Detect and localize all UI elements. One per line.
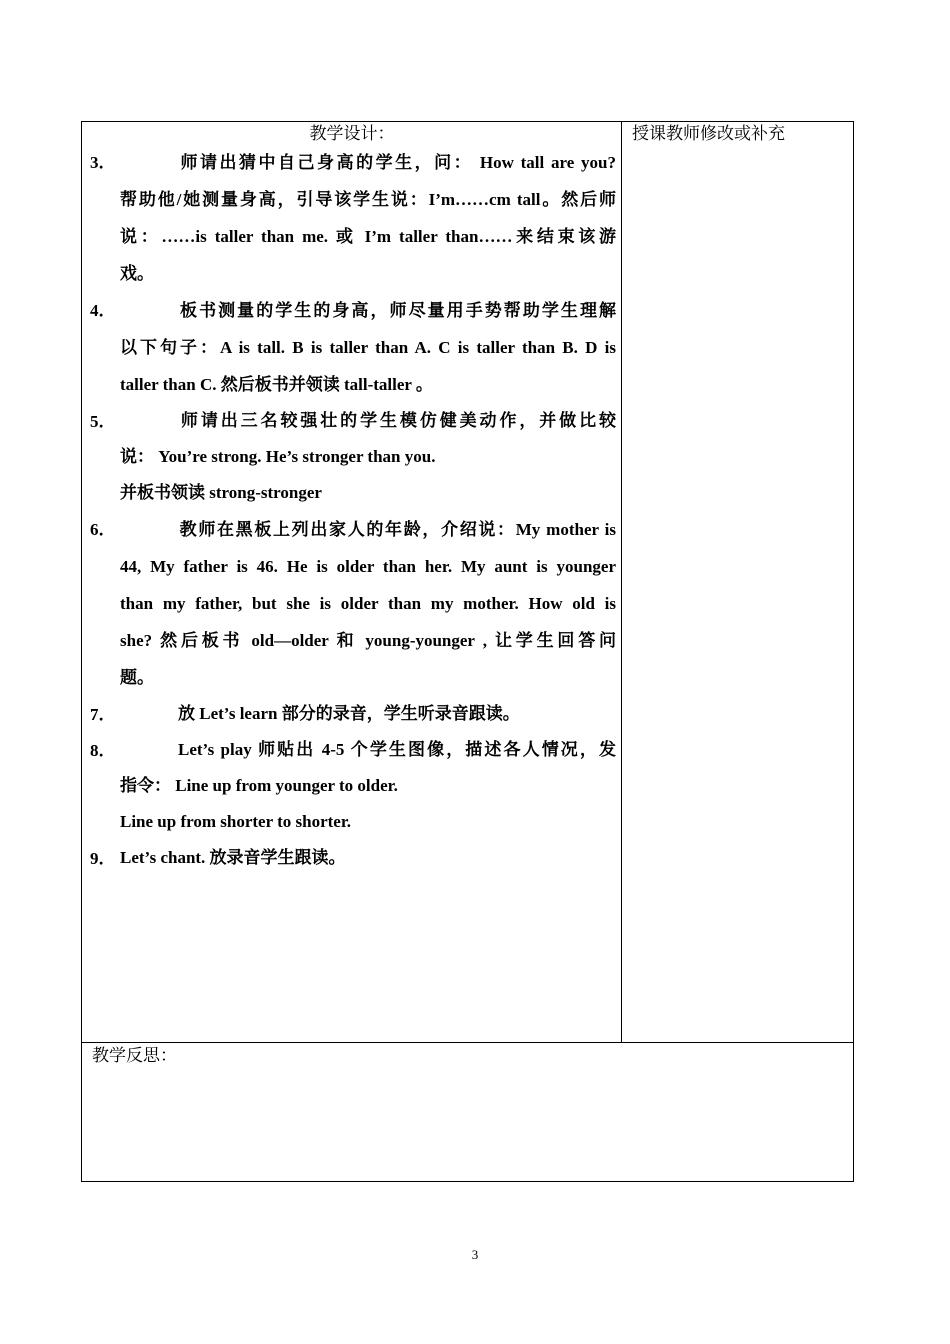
step-6 <box>82 511 622 696</box>
step-line: 以下句子：A is tall. B is taller than A. C is taller than B. D is <box>120 338 616 357</box>
step-line: Let’s chant. 放录音学生跟读。 <box>120 848 346 867</box>
step-line: 板书测量的学生的身高，师尽量用手势帮助学生理解 <box>178 301 616 320</box>
step-line: 说：……is taller than me. 或 I’m taller than……来结束该游 <box>120 227 616 246</box>
step-4 <box>82 292 622 403</box>
step-line: 戏。 <box>120 264 154 283</box>
step-5 <box>82 403 622 511</box>
step-line: 帮助他/她测量身高，引导该学生说：I’m……cm tall。然后师 <box>120 190 616 209</box>
step-7 <box>82 696 622 732</box>
step-3 <box>82 144 622 292</box>
step-line: Line up from shorter to shorter. <box>120 812 352 831</box>
step-number: 7． <box>90 705 116 724</box>
step-line: than my father, but she is older than my mother. How old is <box>120 594 616 613</box>
step-line: 师请出猜中自己身高的学生，问： How tall are you? <box>178 153 616 172</box>
teaching-steps <box>82 144 622 876</box>
step-8 <box>82 732 622 840</box>
step-line: 指令： Line up from younger to older. <box>120 776 398 795</box>
step-line: 教师在黑板上列出家人的年龄，介绍说：My mother is <box>178 520 616 539</box>
step-line: 说： You’re strong. He’s stronger than you. <box>120 447 436 466</box>
step-line: 44, My father is 46. He is older than her. My aunt is younger <box>120 557 616 576</box>
teaching-reflection-cell <box>82 1042 853 1181</box>
lesson-plan-table <box>81 121 854 1182</box>
page-number: 3 <box>471 1247 479 1262</box>
step-number: 8． <box>90 741 116 760</box>
teaching-design-heading: 教学设计： <box>309 124 395 143</box>
step-line: she? 然后板书 old—older 和 young-younger , 让学生回答问 <box>120 631 616 650</box>
step-9 <box>82 840 622 876</box>
step-number: 9． <box>90 849 116 868</box>
step-number: 4． <box>90 301 116 320</box>
step-line: 放 Let’s learn 部分的录音，学生听录音跟读。 <box>178 704 520 723</box>
step-line: taller than C. 然后板书并领读 tall-taller 。 <box>120 375 433 394</box>
step-line: Let’s play 师贴出 4-5 个学生图像，描述各人情况，发 <box>178 740 616 759</box>
teaching-design-cell <box>82 122 622 1042</box>
teacher-notes-heading: 授课教师修改或补充 <box>632 124 785 143</box>
teacher-notes-cell <box>622 122 853 1042</box>
step-line: 并板书领读 strong-stronger <box>120 483 322 502</box>
step-number: 5． <box>90 412 116 431</box>
step-number: 6． <box>90 520 116 539</box>
step-number: 3． <box>90 153 116 172</box>
teaching-reflection-heading: 教学反思： <box>92 1046 177 1065</box>
step-line: 师请出三名较强壮的学生模仿健美动作，并做比较 <box>178 411 616 430</box>
step-line: 题。 <box>120 668 154 687</box>
